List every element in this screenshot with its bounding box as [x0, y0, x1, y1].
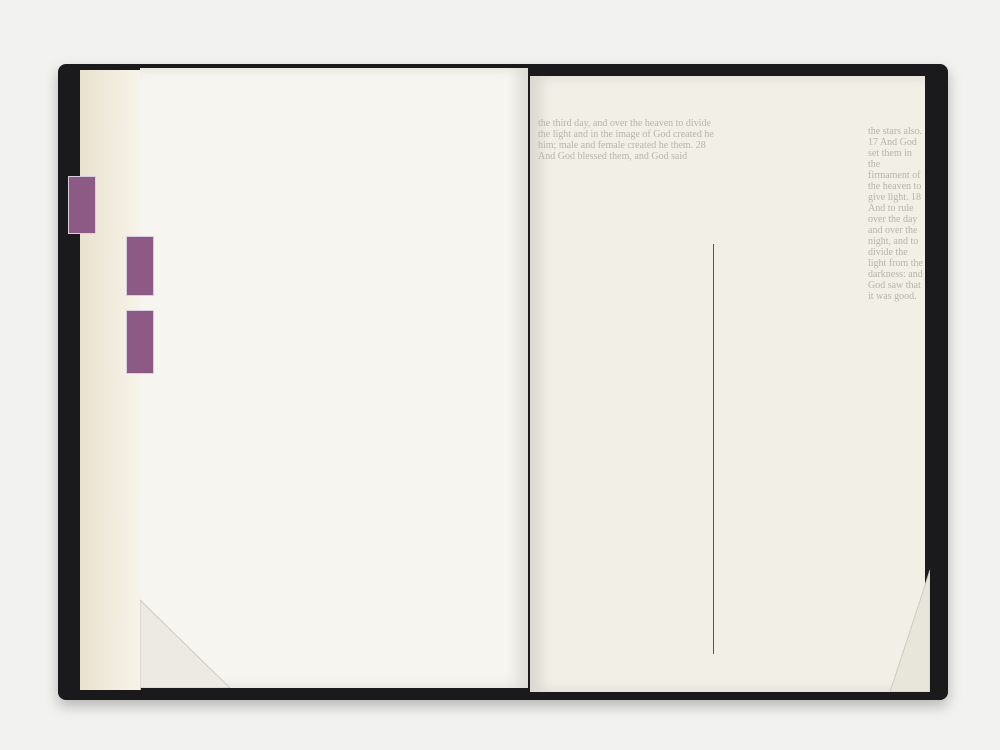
page-corner-fold-left — [140, 580, 235, 688]
bleed-through-text-right: the stars also. 17 And God set them in the firmament of the heaven to give light. 18 And to rule over the day and over the night, and to divide the light from the darkness: and God saw that it was good. — [868, 126, 923, 302]
right-page — [530, 76, 925, 692]
bleed-through-text: the third day, and over the heaven to divide the light and in the image of God created he him; male and female created he them. 28 And God blessed them, and God said — [538, 118, 714, 162]
page-corner-fold-right — [890, 570, 930, 692]
tab-index[interactable] — [126, 236, 154, 296]
tab-old-test[interactable] — [126, 310, 154, 374]
column-divider — [713, 244, 714, 654]
tab-notes[interactable] — [68, 176, 96, 234]
page-edges-left — [80, 70, 141, 690]
